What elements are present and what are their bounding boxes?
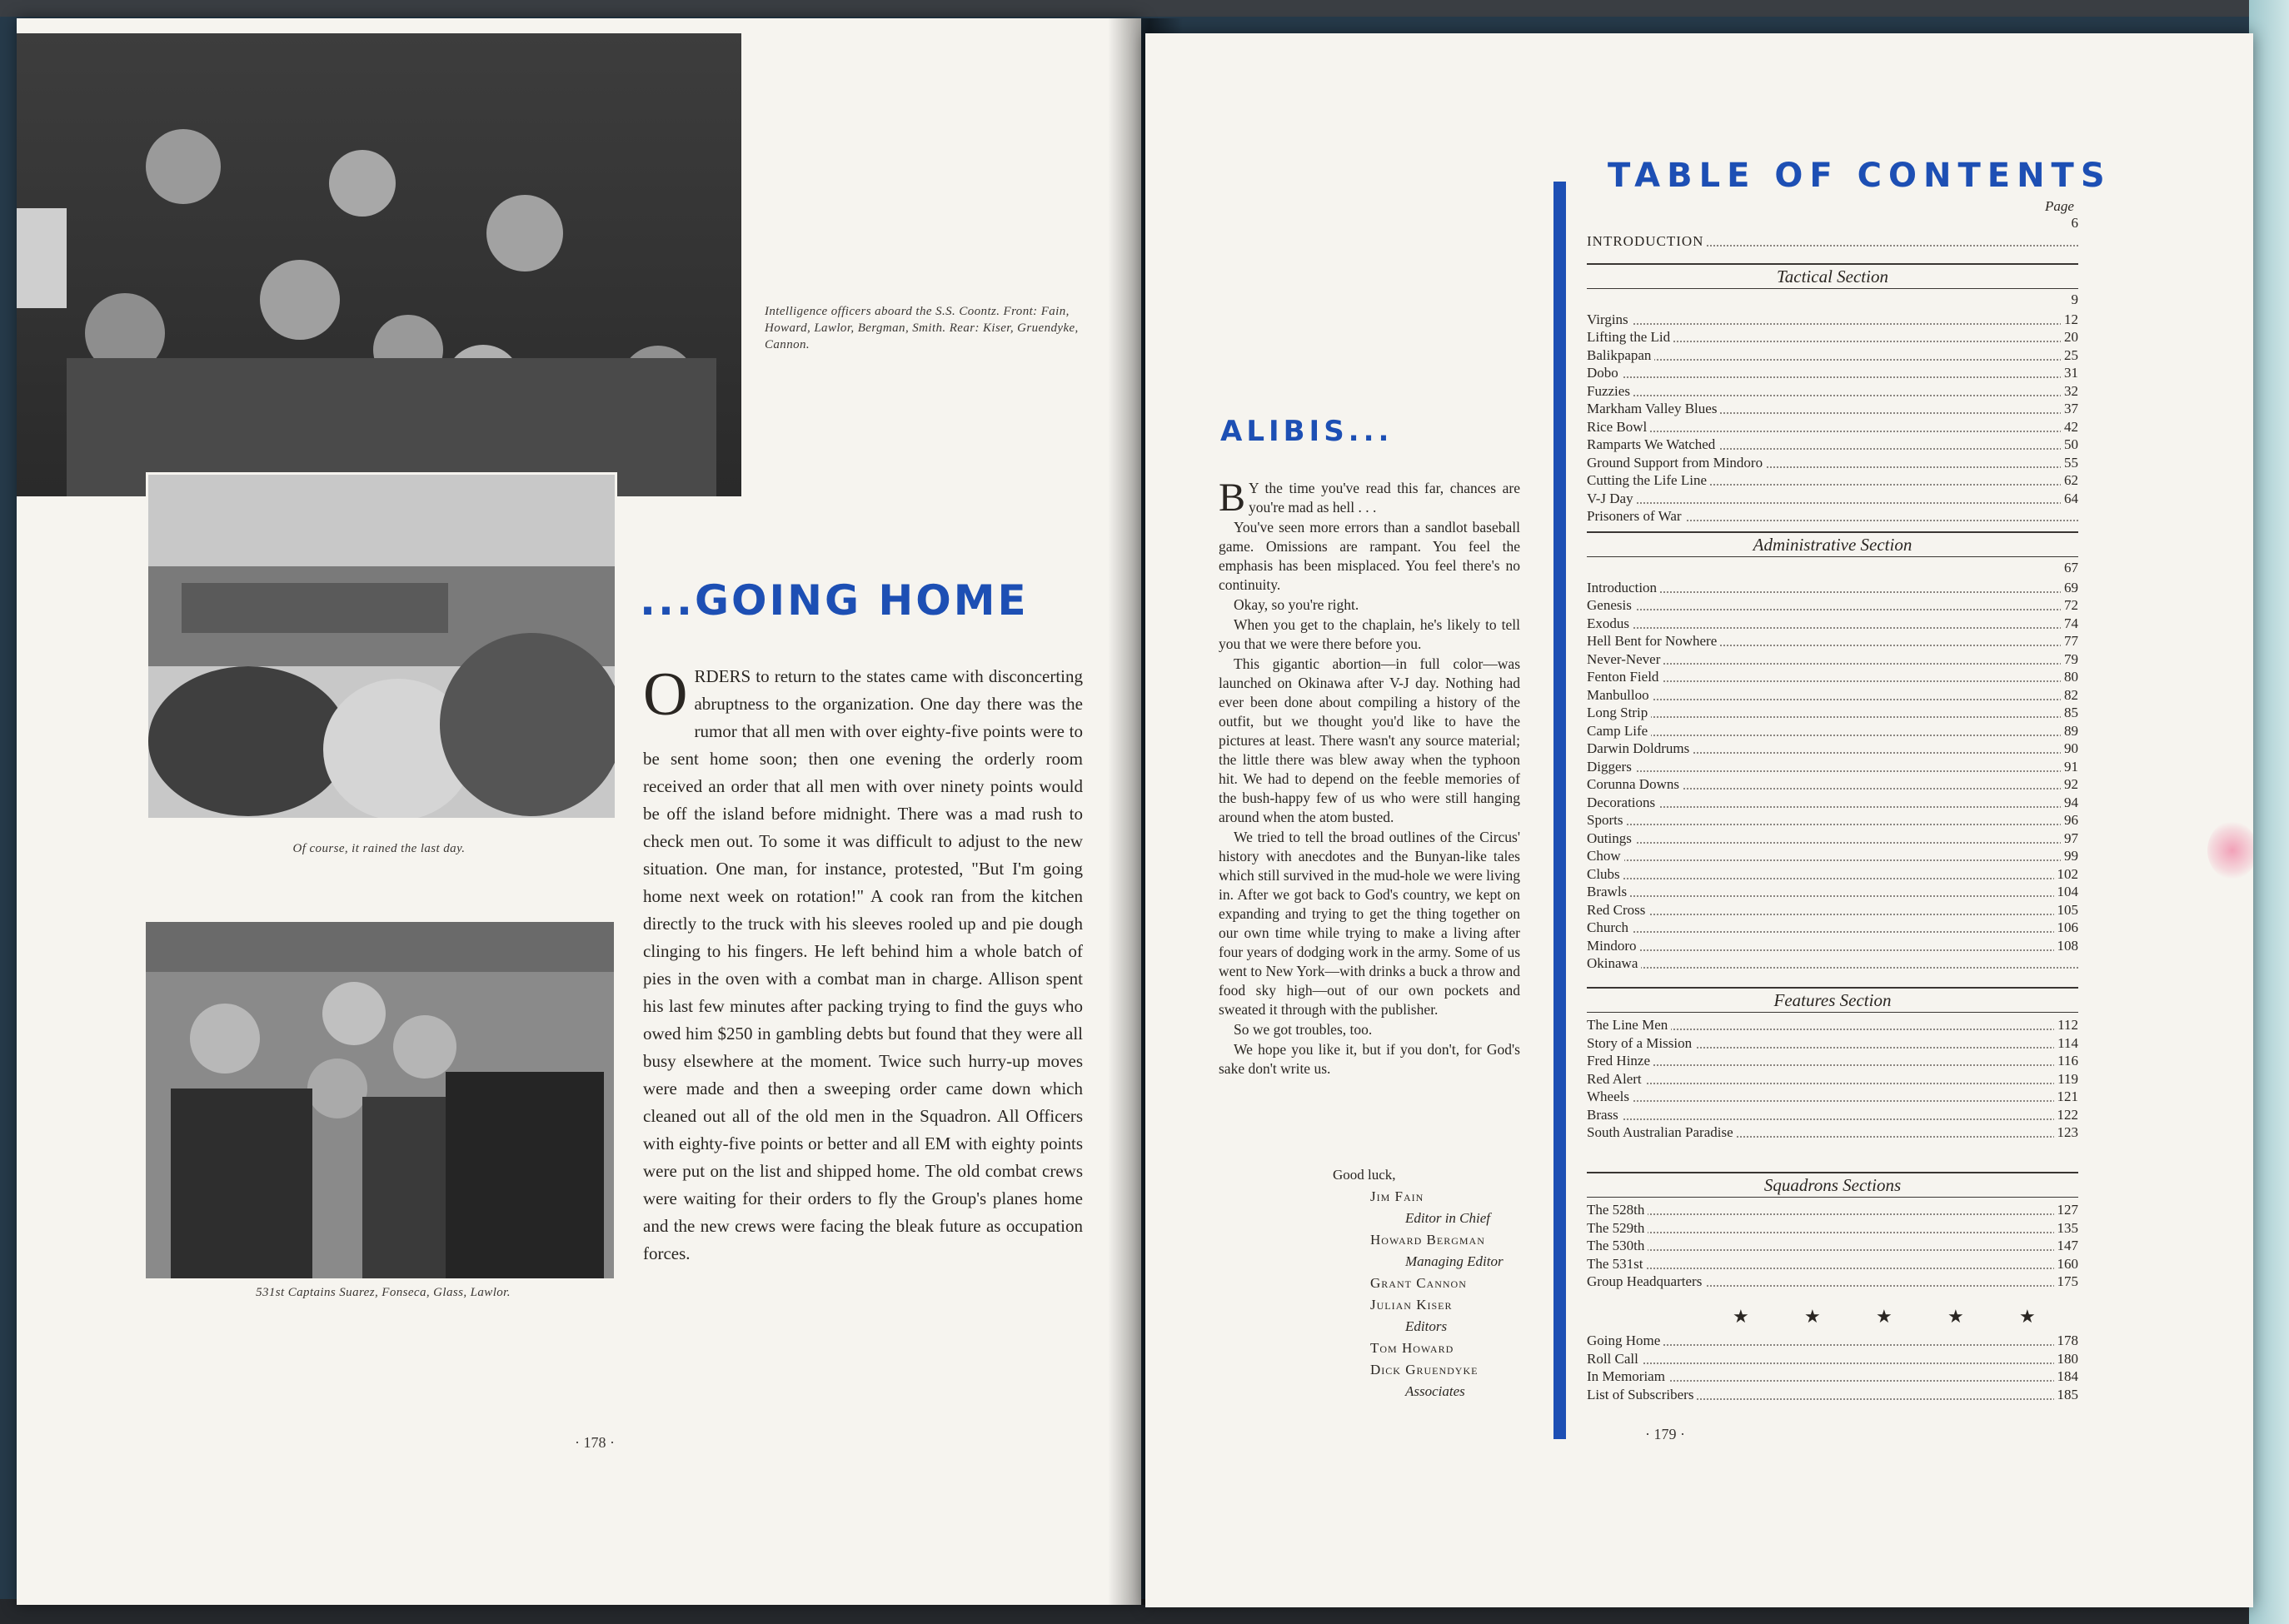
staff-name: Jim Fain [1370,1188,1424,1204]
photo-captains [146,922,614,1278]
staff-name: Grant Cannon [1370,1275,1467,1291]
toc-section-heading: Tactical Section [1587,263,2078,289]
toc-title: TABLE OF CONTENTS [1608,157,2112,195]
toc-entry-page: 99 [2061,848,2078,864]
toc-entry-page: 184 [2054,1368,2079,1385]
toc-entry-label: Rice Bowl [1587,419,1650,436]
toc-entry-label: Wheels [1587,1088,1633,1105]
toc-entry-page: 94 [2061,795,2078,811]
toc-entry[interactable] [1587,1387,2078,1405]
toc-entry[interactable] [1587,508,2078,526]
toc-entry-label: Okinawa [1587,955,1641,972]
toc-entry[interactable] [1587,311,2078,330]
toc-star-divider [1733,1306,2091,1328]
toc-entry[interactable] [1587,383,2078,401]
pink-stain [2207,821,2253,879]
toc-entry[interactable] [1587,902,2078,920]
toc-entry[interactable] [1587,669,2078,687]
toc-entry-label: List of Subscribers [1587,1387,1697,1403]
alibis-signoff: Good luck, [1333,1167,1396,1183]
toc-entry-label: Roll Call [1587,1351,1642,1367]
star-icon: ★ [1947,1306,1964,1327]
toc-entry[interactable] [1587,1238,2078,1256]
staff-title: Associates [1405,1383,1465,1399]
toc-entry[interactable] [1587,491,2078,509]
toc-entry-page: 37 [2061,401,2078,417]
toc-entry-page: 20 [2061,329,2078,346]
toc-entry-label: Red Cross [1587,902,1648,919]
toc-entry-label: Virgins [1587,311,1632,328]
photo-officers [17,33,741,496]
going-home-body [643,660,1083,1268]
toc-entry[interactable] [1587,1368,2078,1387]
toc-entry-page: 50 [2061,436,2078,453]
alibis-paragraph: You've seen more errors than a sandlot baseball game. Omissions are rampant. You feel the emphasis has been misplaced. You feel there's no continuity. [1219,519,1520,593]
toc-entry[interactable] [1587,812,2078,830]
toc-entry[interactable] [1587,795,2078,813]
photo-rain [146,472,617,820]
toc-entry-page: 105 [2054,902,2079,919]
toc-entry-label: Genesis [1587,597,1635,614]
toc-entry-page: 127 [2054,1202,2079,1218]
toc-entry[interactable] [1587,597,2078,615]
toc-entry-label: Diggers [1587,759,1635,775]
toc-entry-page: 112 [2054,1017,2078,1034]
toc-entry-label: Dobo [1587,365,1622,381]
toc-entry-label: Group Headquarters [1587,1273,1705,1290]
toc-entry-page: 104 [2054,884,2079,900]
toc-entry-page: 116 [2054,1053,2078,1069]
toc-entry[interactable] [1587,1202,2078,1220]
toc-entry-label: Brass [1587,1107,1622,1123]
photo-rain-caption: Of course, it rained the last day. [292,842,466,855]
toc-entry-page: 42 [2061,419,2078,436]
alibis-paragraph: This gigantic abortion—in full color—was launched on Okinawa after V-J day. Nothing had ever been done about compiling a history of the outfit, but we thought you'd like to have the pictures at least. There wasn't any source material; the little there was blew away when the typhoon hit. We had to depend on the feeble memories of the bush-happy few of us who were still hanging around when the atom busted. [1219,655,1520,825]
toc-entry-label: Ground Support from Mindoro [1587,455,1766,471]
star-icon: ★ [1876,1306,1893,1327]
toc-entry-page: 122 [2054,1107,2079,1123]
toc-entry-label: Fuzzies [1587,383,1633,400]
toc-entry[interactable] [1587,759,2078,777]
toc-entry[interactable] [1587,848,2078,866]
toc-entry-page: 121 [2054,1088,2079,1105]
toc-entry[interactable] [1587,365,2078,383]
toc-entry-page: 6 [2068,215,2079,232]
toc-entry[interactable] [1587,776,2078,795]
toc-entry[interactable] [1587,455,2078,473]
alibis-dropcap: B [1219,476,1246,520]
toc-entry-label: Church [1587,919,1632,936]
photo-officers-caption: Intelligence officers aboard the S.S. Coontz. Front: Fain, Howard, Lawlor, Bergman, Smith. Rear: Kiser, Gruendyke, Cannon. [765,305,1079,351]
toc-entry-page: 90 [2061,740,2078,757]
going-home-dropcap: O [643,660,688,729]
toc-intro-row [1587,215,2078,252]
toc-section-heading: Administrative Section [1587,531,2078,557]
toc-entry-page: 12 [2061,311,2078,328]
toc-entry-page: 91 [2061,759,2078,775]
toc-entry[interactable] [1587,919,2078,938]
toc-entry-label: Hell Bent for Nowhere [1587,633,1720,650]
photo-captains-caption: 531st Captains Suarez, Fonseca, Glass, Lawlor. [256,1286,511,1299]
toc-entry[interactable] [1587,633,2078,651]
toc-section-heading: Features Section [1587,987,2078,1013]
toc-entry-page: 32 [2061,383,2078,400]
toc-entry-page: 185 [2054,1387,2079,1403]
toc-entry-label: Long Strip [1587,705,1651,721]
cover-edge [2249,0,2289,1624]
toc-entry-label: Story of a Mission [1587,1035,1695,1052]
toc-entry-label: Lifting the Lid [1587,329,1673,346]
toc-entry-page: 62 [2061,472,2078,489]
toc-entry-label: Prisoners of War [1587,508,1685,525]
toc-entry[interactable] [1587,580,2078,598]
toc-entry-label: Camp Life [1587,723,1651,740]
toc-entry[interactable] [1587,1351,2078,1369]
toc-entry-label: The 530th [1587,1238,1648,1254]
toc-entry[interactable] [1587,615,2078,634]
staff-name: Dick Gruendyke [1370,1362,1479,1377]
toc-entry-page: 123 [2054,1124,2079,1141]
staff-name: Tom Howard [1370,1340,1454,1356]
toc-entry-label: Chow [1587,848,1624,864]
going-home-headline: ...GOING HOME [640,576,1029,625]
toc-entry-label: The Line Men [1587,1017,1671,1034]
toc-entry-page: 178 [2054,1333,2079,1349]
toc-entry[interactable] [1587,1273,2078,1292]
toc-entry-page: 147 [2054,1238,2079,1254]
toc-closing-list [1587,1333,2078,1404]
toc-entry-label: Brawls [1587,884,1630,900]
toc-entry-page: 82 [2061,687,2078,704]
toc-entry[interactable] [1587,401,2078,419]
toc-page-label: Page [2045,198,2074,214]
toc-entry-label: Fenton Field [1587,669,1662,685]
staff-name: Julian Kiser [1370,1297,1453,1313]
toc-entry[interactable] [1587,1035,2078,1054]
toc-section-first-page: 67 [2064,560,2078,575]
alibis-paragraph: So we got troubles, too. [1234,1021,1373,1038]
toc-entry-label: Decorations [1587,795,1658,811]
right-page [1145,33,2253,1607]
toc-entry-page: 72 [2061,597,2078,614]
toc-entry[interactable] [1587,866,2078,884]
toc-entry-page: 96 [2061,812,2078,829]
toc-entry-label: Exodus [1587,615,1633,632]
toc-entry[interactable] [1587,329,2078,347]
toc-entry-page: 77 [2061,633,2078,650]
toc-entry-label: Mindoro [1587,938,1640,954]
toc-entry-label: Sports [1587,812,1626,829]
toc-entry-page: 119 [2054,1071,2078,1088]
left-page-number: · 178 · [575,1434,615,1451]
star-icon: ★ [2019,1306,2036,1327]
toc-entry-page: 80 [2061,669,2078,685]
toc-entry[interactable] [1587,884,2078,902]
toc-entry-label: INTRODUCTION [1587,233,1707,250]
toc-entry[interactable] [1587,938,2078,956]
toc-entry[interactable] [1587,723,2078,741]
toc-entry-page: 92 [2061,776,2078,793]
alibis-staff [1370,1186,1570,1402]
toc-entry[interactable] [1587,651,2078,670]
alibis-paragraph: Y the time you've read this far, chances are you're mad as hell . . . [1249,480,1520,516]
toc-entry-page: 85 [2061,705,2078,721]
toc-entry-page: 64 [2061,491,2078,507]
toc-entry[interactable] [1587,1256,2078,1274]
toc-entry-page: 160 [2054,1256,2079,1273]
toc-entry-label: The 529th [1587,1220,1648,1237]
toc-entry-label: Outings [1587,830,1635,847]
toc-entry-page: 69 [2061,580,2078,596]
staff-name: Howard Bergman [1370,1232,1485,1248]
toc-entry[interactable] [1587,687,2078,705]
alibis-paragraph: When you get to the chaplain, he's likely to tell you that we were there before you. [1219,616,1520,652]
toc-entry-page: 74 [2061,615,2078,632]
toc-entry-label: Manbulloo [1587,687,1653,704]
toc-section-first-page: 9 [2071,291,2078,307]
toc-entry[interactable] [1587,1088,2078,1107]
toc-entry-label: Never-Never [1587,651,1663,668]
toc-entry[interactable] [1587,705,2078,723]
toc-entry[interactable] [1587,347,2078,366]
toc-entry[interactable] [1587,1107,2078,1125]
star-icon: ★ [1733,1306,1749,1327]
alibis-paragraph: Okay, so you're right. [1234,596,1359,613]
toc-entry-label: Corunna Downs [1587,776,1683,793]
staff-title: Editor in Chief [1405,1210,1490,1226]
alibis-paragraph: We tried to tell the broad outlines of the Circus' history with anecdotes and the Bunyan-like tales which still survived in the mud-hole we were living in. After we got back to God's country, we kept on expanding and trying to get the thing together on our own time while trying to make a living after four years of dodging work in the army. Some of us went to New York—with drinks a buck a throw and food sky high—out of our own pockets and sweated it through with the publisher. [1219,829,1520,1018]
toc-entry-label: South Australian Paradise [1587,1124,1737,1141]
toc-entry-page: 97 [2061,830,2078,847]
left-page [17,18,1141,1605]
toc-entry[interactable] [1587,740,2078,759]
toc-entry-page: 135 [2054,1220,2079,1237]
toc-entry[interactable] [1587,955,2078,974]
toc-entry-label: The 531st [1587,1256,1647,1273]
alibis-body [1219,476,1520,1079]
toc-entry-label: Ramparts We Watched [1587,436,1718,453]
toc-entry-page: 175 [2054,1273,2079,1290]
toc-entry-label: In Memoriam [1587,1368,1668,1385]
alibis-headline: ALIBIS... [1220,415,1394,448]
toc-entry[interactable] [1587,472,2078,491]
toc-entry-label: Cutting the Life Line [1587,472,1710,489]
toc-entry-label: Markham Valley Blues [1587,401,1720,417]
toc-entry[interactable] [1587,419,2078,437]
toc-entry[interactable] [1587,1220,2078,1238]
staff-title: Editors [1405,1318,1448,1334]
toc-entry-page: 25 [2061,347,2078,364]
right-page-number: · 179 · [1645,1426,1685,1442]
toc-entry[interactable] [1587,1017,2078,1035]
toc-entry-label: V-J Day [1587,491,1637,507]
toc-entry-page: 79 [2061,651,2078,668]
toc-entry-label: The 528th [1587,1202,1648,1218]
toc-entry-page: 180 [2054,1351,2079,1367]
toc-entry[interactable] [1587,1071,2078,1089]
toc-entry-label: Introduction [1587,580,1660,596]
toc-accent-bar [1553,182,1566,1439]
staff-title: Managing Editor [1405,1253,1504,1269]
toc-entry-label: Red Alert [1587,1071,1645,1088]
toc-entry-page: 114 [2054,1035,2078,1052]
toc-entry-page: 102 [2054,866,2079,883]
going-home-text: RDERS to return to the states came with disconcerting abruptness to the organization. One day there was the rumor that all men with over eighty-five points were to be sent home soon; then one evening the orderly room received an order that all men with over ninety points would be off the island before midnight. There was a mad rush to check men out. To some it was difficult to adjust to the new situation. One man, for instance, protested, "But I'm going home next week on rotation!" A cook ran from the kitchen directly to the truck with his sleeves rooled up and pie dough clinging to his fingers. He left behind him a whole batch of pies in the oven with a combat man in charge. Allison spent his last few minutes after packing trying to find the guys who owed him $250 in gambling debts but found that they were all busy elsewhere at the moment. Twice such hurry-up moves were made and then a sweeping order came down which cleaned out all of the old men in the Squadron. All Officers with eighty-five points or better and all EM with eighty points were put on the list and shipped home. The old combat crews were waiting for their orders to fly the Group's planes home and the new crews were facing the bleak future as occupation forces. [643,666,1083,1263]
alibis-paragraph: We hope you like it, but if you don't, for God's sake don't write us. [1219,1041,1520,1077]
toc-entry-page: 108 [2054,938,2079,954]
toc-entry-label: Clubs [1587,866,1623,883]
toc-entry-label: Darwin Doldrums [1587,740,1693,757]
toc-entry[interactable] [1587,436,2078,455]
toc-entry-page: 106 [2054,919,2079,936]
toc-entry[interactable] [1587,1124,2078,1143]
toc-entry[interactable] [1587,1053,2078,1071]
toc-entry[interactable] [1587,1333,2078,1351]
toc-entry-page: 89 [2061,723,2078,740]
toc-entry-label: Going Home [1587,1333,1663,1349]
toc-entry[interactable] [1587,830,2078,849]
toc-entry-label: Balikpapan [1587,347,1654,364]
toc-entry-label: Fred Hinze [1587,1053,1653,1069]
toc-entry-page: 55 [2061,455,2078,471]
toc-entry-page: 31 [2061,365,2078,381]
star-icon: ★ [1804,1306,1821,1327]
toc-section-heading: Squadrons Sections [1587,1172,2078,1198]
